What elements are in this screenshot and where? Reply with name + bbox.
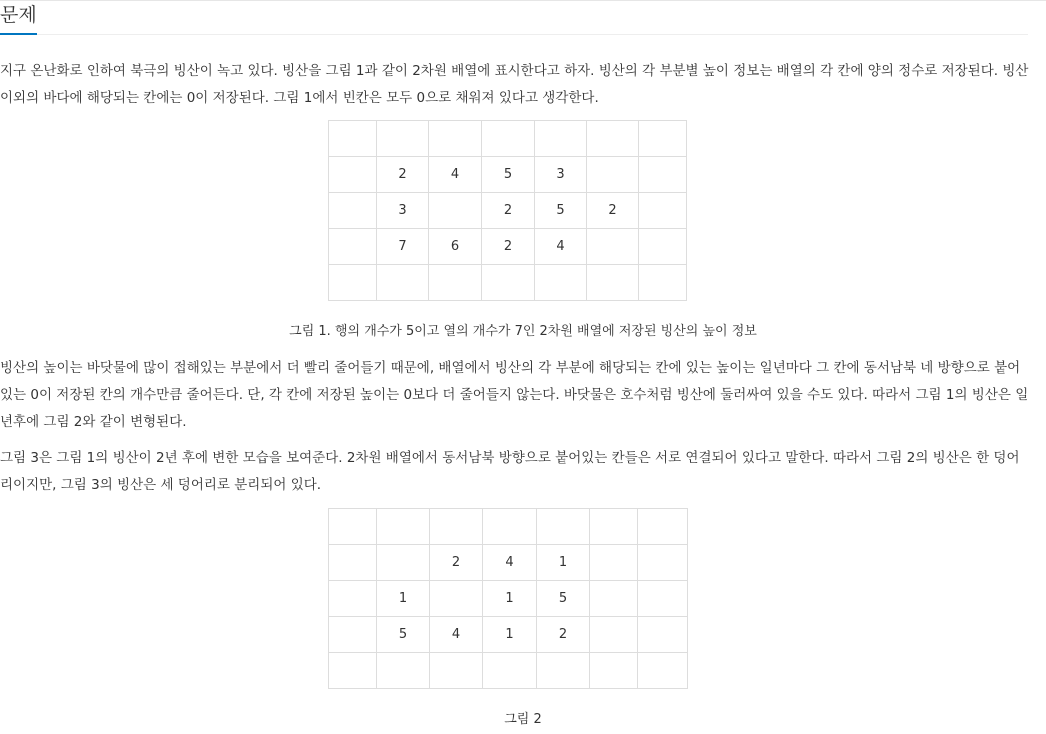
grid-cell: 4 [483, 545, 537, 581]
grid-cell [377, 545, 430, 581]
grid-row [329, 617, 688, 653]
grid-cell [590, 617, 638, 653]
grid-row [329, 229, 687, 265]
grid-cell: 4 [430, 617, 483, 653]
grid-cell [329, 265, 377, 301]
grid-cell [329, 121, 377, 157]
figure2-caption: 그림 2 [504, 712, 542, 727]
grid-cell: 2 [377, 157, 429, 193]
grid-cell: 4 [429, 157, 482, 193]
grid-cell: 4 [535, 229, 587, 265]
grid-cell [535, 265, 587, 301]
figure1-grid-body [329, 121, 687, 301]
grid-cell: 6 [429, 229, 482, 265]
grid-cell: 2 [587, 193, 639, 229]
grid-cell [430, 653, 483, 689]
grid-cell: 1 [377, 581, 430, 617]
grid-cell [535, 121, 587, 157]
grid-cell: 1 [537, 545, 590, 581]
grid-cell [639, 193, 687, 229]
grid-cell [537, 509, 590, 545]
grid-cell [639, 121, 687, 157]
grid-row [329, 653, 688, 689]
grid-cell: 7 [377, 229, 429, 265]
grid-cell [639, 265, 687, 301]
grid-cell [329, 157, 377, 193]
grid-row [329, 121, 687, 157]
grid-cell: 2 [537, 617, 590, 653]
grid-cell: 1 [483, 617, 537, 653]
grid-cell: 3 [377, 193, 429, 229]
grid-row [329, 265, 687, 301]
grid-cell [483, 653, 537, 689]
grid-cell [483, 509, 537, 545]
figure2-grid [328, 508, 688, 689]
grid-cell [590, 653, 638, 689]
grid-cell [482, 265, 535, 301]
grid-row [329, 545, 688, 581]
grid-cell [587, 265, 639, 301]
grid-cell [639, 229, 687, 265]
grid-cell: 5 [537, 581, 590, 617]
grid-cell [377, 653, 430, 689]
figure1-grid [328, 120, 687, 301]
grid-row [329, 581, 688, 617]
grid-cell [587, 229, 639, 265]
section-title: 문제 [0, 2, 37, 35]
grid-cell [329, 509, 377, 545]
grid-cell [329, 193, 377, 229]
grid-cell [329, 617, 377, 653]
grid-cell: 2 [482, 193, 535, 229]
grid-cell: 3 [535, 157, 587, 193]
grid-cell: 2 [430, 545, 483, 581]
grid-cell [638, 545, 688, 581]
grid-cell: 2 [482, 229, 535, 265]
grid-cell [638, 617, 688, 653]
figure1-caption: 그림 1. 행의 개수가 5이고 열의 개수가 7인 2차원 배열에 저장된 빙산의 높이 정보 [289, 324, 757, 339]
grid-cell [377, 265, 429, 301]
grid-cell [430, 509, 483, 545]
grid-cell [329, 581, 377, 617]
grid-cell [429, 193, 482, 229]
grid-cell [430, 581, 483, 617]
grid-cell: 1 [483, 581, 537, 617]
grid-cell [429, 265, 482, 301]
top-rule [0, 0, 1046, 1]
section-header [0, 2, 1028, 35]
grid-cell: 5 [482, 157, 535, 193]
grid-cell [377, 121, 429, 157]
grid-cell [329, 653, 377, 689]
grid-cell [587, 157, 639, 193]
grid-cell [429, 121, 482, 157]
grid-cell: 5 [377, 617, 430, 653]
grid-row [329, 193, 687, 229]
separation-paragraph: 그림 3은 그림 1의 빙산이 2년 후에 변한 모습을 보여준다. 2차원 배열에서 동서남북 방향으로 붙어있는 칸들은 서로 연결되어 있다고 말한다. 따라서 그림 2의 빙산은 한 덩어 리이지만, 그림 3의 빙산은 세 덩어리로 분리되어 있다. [0, 450, 1020, 493]
grid-cell [587, 121, 639, 157]
grid-cell [590, 581, 638, 617]
intro-paragraph: 지구 온난화로 인하여 북극의 빙산이 녹고 있다. 빙산을 그림 1과 같이 2차원 배열에 표시한다고 하자. 빙산의 각 부분별 높이 정보는 배열의 각 칸에 양의 정수로 저장된다. 빙산 이외의 바다에 해당되는 칸에는 0이 저장된다. 그림 1에서 빈칸은 모두 0으로 채워져 있다고 생각한다. [0, 63, 1029, 106]
grid-cell [590, 509, 638, 545]
grid-cell [638, 653, 688, 689]
grid-cell [639, 157, 687, 193]
grid-cell [377, 509, 430, 545]
figure2-grid-body [329, 509, 688, 689]
grid-cell [638, 581, 688, 617]
grid-cell [482, 121, 535, 157]
melt-rule-paragraph: 빙산의 높이는 바닷물에 많이 접해있는 부분에서 더 빨리 줄어들기 때문에, 배열에서 빙산의 각 부분에 해당되는 칸에 있는 높이는 일년마다 그 칸에 동서남북 네 방향으로 붙어 있는 0이 저장된 칸의 개수만큼 줄어든다. 단, 각 칸에 저장된 높이는 0보다 더 줄어들지 않는다. 바닷물은 호수처럼 빙산에 둘러싸여 있을 수도 있다. 따라서 그림 1의 빙산은 일 년후에 그림 2와 같이 변형된다. [0, 360, 1029, 430]
grid-cell [537, 653, 590, 689]
grid-cell: 5 [535, 193, 587, 229]
grid-cell [329, 545, 377, 581]
grid-row [329, 157, 687, 193]
grid-row [329, 509, 688, 545]
grid-cell [590, 545, 638, 581]
grid-cell [329, 229, 377, 265]
grid-cell [638, 509, 688, 545]
